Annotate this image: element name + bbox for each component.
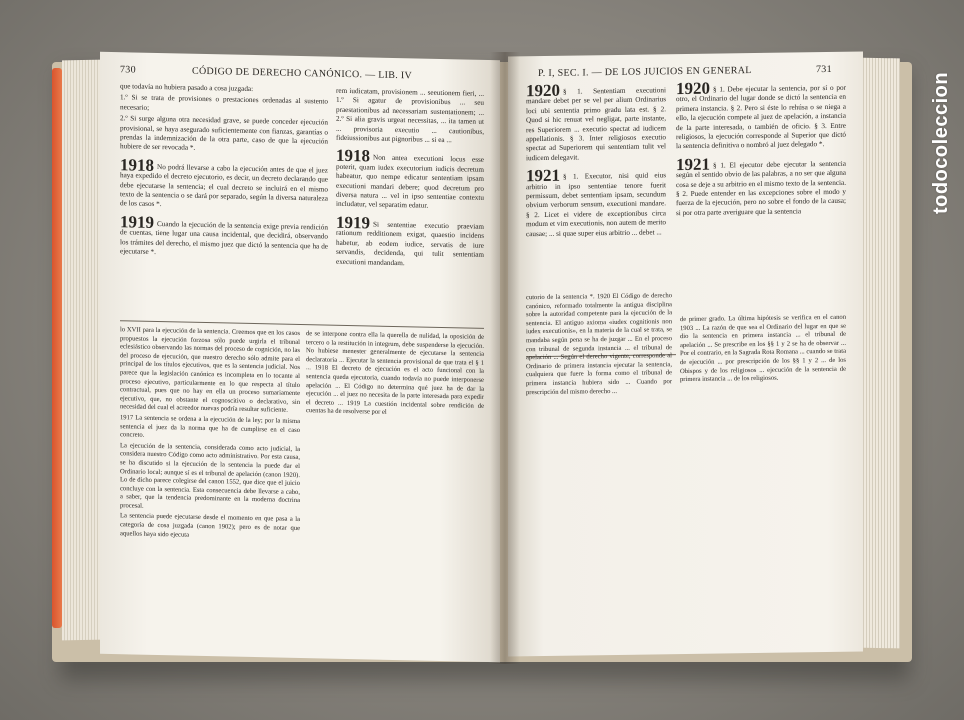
paragraph: 1.º Si se trata de provisiones o prestaciones ordenadas al sustento necesario; bbox=[120, 93, 328, 112]
canon-1919-es bbox=[120, 212, 328, 261]
canon-1920-es bbox=[676, 78, 846, 152]
canon-1921-es bbox=[676, 154, 846, 219]
left-column-spanish bbox=[120, 82, 328, 263]
canon-number: 1920 bbox=[676, 78, 710, 99]
page-stack-right bbox=[858, 58, 900, 649]
commentary-paragraph: La ejecución de la sentencia, considerada como acto judicial, la considera nuestro Código como acto administrativo. Por esta causa, se ha discutido si la ejecución de la sentencia la puede dar el Ordinario local; aunque sí es el tribunal de apelación (canon 1920). Lo de dicho parece colegirse del canon 1552, que dice que el juicio concluye con la sentencia. Esta consecuencia debe llevarse a cabo, a saber, que la tendencia predominante en la moderna doctrina procesal. bbox=[120, 441, 300, 510]
right-page-number: 731 bbox=[816, 63, 832, 76]
commentary-paragraph: de se interpone contra ella la querella de nulidad, la oposición de tercero o la restitución in integrum, debe suspenderse la ejecución. No hubiese menester generalmente de ejecutarse la sentencia declaratoria ... Ejecutar la sentencia provisional de que trata el § 1 ... 1918 El decreto de ejecución es el acto funcional con la sentencia queda ejecutoria, cuando todavía no puede interponerse apelación ... El Código no determina qué juez ha de dar la ejecución ... el juez no necesita de la parte interesada para expedir el decreto ... 1919 La cuestión incidental sobre rendición de cuentas ha de resolverse por el bbox=[306, 330, 484, 417]
canon-1919-lat bbox=[336, 212, 484, 270]
right-running-head: P. I, SEC. I. — DE LOS JUICIOS EN GENERAL bbox=[538, 65, 752, 80]
canon-text: Non antea executioni locus esse poterit, quam iudex executorium iudicis decretum habeatur, quo nempe edicatur sententiam ipsam executioni mandari debere; quod decretum pro diversa natura ... vel in ipso sententiae contextu includatur, vel separatim edatur. bbox=[336, 153, 484, 211]
right-commentary-col2 bbox=[680, 314, 846, 387]
book-spine-orange-edge bbox=[52, 68, 62, 628]
paragraph: que todavía no hubiera pasado a cosa juzgada: bbox=[120, 82, 254, 94]
canon-number: 1921 bbox=[526, 166, 560, 186]
paragraph: 2.º Si surge alguna otra necesidad grave, se puede conceder ejecución provisional, se haya asegurado suficientemente con fianzas, garantías o prendas la indemnización de la otra parte, caso de que la ejecución hubiere de ser revocada *. bbox=[120, 114, 328, 153]
left-page bbox=[100, 52, 500, 662]
commentary-paragraph: 1917 La sentencia se ordena a la ejecución de la ley; por la misma sentencia el juez da la norma que ha de cumplirse en el caso concreto. bbox=[120, 414, 300, 439]
left-running-head: CÓDIGO DE DERECHO CANÓNICO. — LIB. IV bbox=[192, 65, 412, 82]
canon-text: Si sententiae executio praeviam rationum redditionem exigat, quaestio incidens habetur, ab eodem iudice, servatis de iure servandis, decidenda, qui tulit sententiam executioni mandandam. bbox=[336, 220, 484, 267]
canon-text: No podrá llevarse a cabo la ejecución antes de que el juez haya expedido el decreto ejecutorio, es decir, un decreto declarando que debe ejecutarse la sentencia; el cual decreto se incluirá en el mismo texto de la sentencia o se dará por separado, según la diversa naturaleza de los casos *. bbox=[120, 162, 328, 209]
left-page-number: 730 bbox=[120, 64, 136, 76]
canon-text: § 1. Sententiam executioni mandare debet per se vel per alium Ordinarius loci ubi sententia primo gradu lata est. § 2. Quod si hic renuat vel negligat, parte instante, res Superiorem ... executio spectat ad iudicem appellationis. § 3. Inter religiosos executio spectat ad Superiorem qui sententiam tulit vel iudicem delegavit. bbox=[526, 86, 666, 163]
commentary-paragraph: lo XVII para la ejecución de la sentencia. Creemos que en los casos propuestos la ejecución forzosa sólo puede urgirla el tribunal eclesiástico observando las normas del proceso de cognición, no las del proceso de ejecución, que nuestro derecho sólo admite para el principal de los títulos ejecutivos, que es la sentencia judicial. Nos parece que la legislación canónica es incompleta en lo tocante al proceso ejecutivo, particularmente en lo que respecta al título contractual, pues que no hay en ella un proceso sumariamente ejecutivo, que, no obstante el cognoscitivo o declarativo, sin necesidad del cual el acreedor nuevas podría resultar suficiente. bbox=[120, 326, 300, 415]
canon-number: 1921 bbox=[676, 154, 710, 174]
canon-1918-es bbox=[120, 155, 328, 213]
commentary-paragraph: cutorio de la sentencia *. 1920 El Código de derecho canónico, reformado totalmente la antigua disciplina sobre la autoridad competente para la ejecución de la sentencia. El antiguo axioma «iudex cognitionis non iudex executionis», en la materia de la cual se trata, se mandaba según pena se ha de juzgar ... En el proceso con tribunal de segunda instancia ... el tribunal de apelación ... Según el derecho vigente, corresponde al Ordinario de primera instancia ejecutar la sentencia, cualquiera que fuere la forma como el tribunal de primera instancia hubiera sido ... Cuando por prescripción del mismo derecho ... bbox=[526, 292, 672, 396]
left-commentary-col1 bbox=[120, 326, 300, 544]
commentary-paragraph: La sentencia puede ejecutarse desde el momento en que pasa a la categoría de cosa juzgada (canon 1902); pero es de notar que aquellos haya sido ejecuta bbox=[120, 512, 300, 539]
canon-text: § 1. El ejecutor debe ejecutar la sentencia según el sentido obvio de las palabras, a no ser que alguna cosa se deje a su arbitrio en el mismo texto de la sentencia. § 2. Puede entender en las excepciones sobre el modo y fuerza de la ejecución, pero no sobre el fondo de la causa; si por otra parte averiguare que la sentencia bbox=[676, 159, 846, 218]
canon-number: 1920 bbox=[526, 80, 560, 101]
paragraph: rem iudicatam, provisionem ... seeutionem fieri, ... 1.º Si agatur de provisionibus ... seu praestationibus ad necessariam sustentationem; ... 2.º Si alia gravis urgeat necessitas, ... ita tamen ut ... provisoria executio ... cautionibus, fideiussionibus aut pignoribus ... si ea ... bbox=[336, 86, 484, 145]
right-column-spanish bbox=[676, 78, 846, 221]
left-commentary-col2 bbox=[306, 330, 484, 422]
canon-number: 1918 bbox=[336, 146, 370, 166]
right-column-latin bbox=[526, 80, 666, 241]
page-stack-left bbox=[62, 60, 102, 641]
canon-number: 1918 bbox=[120, 155, 154, 175]
canon-number: 1919 bbox=[120, 212, 154, 232]
canon-1920-lat bbox=[526, 80, 666, 163]
canon-text: § 1. Executor, nisi quid eius arbitrio in ipso sententiae tenore fuerit permissum, debet sententiam ipsam, secundum obvium verborum sensum, executioni mandare. § 2. Licet ei videre de exceptionibus circa modum et vim executionis, non autem de merito causae; ... si quae super eius arbitrio ... debet ... bbox=[526, 171, 666, 238]
canon-1918-lat bbox=[336, 146, 484, 213]
left-column-latin bbox=[336, 87, 484, 272]
book-gutter-shadow bbox=[490, 52, 520, 664]
canon-text: § 1. Debe ejecutar la sentencia, por sí o por otro, el Ordinario del lugar donde se dictó la sentencia en primera instancia. § 2. Pero si éste lo rehúsa o se niega a ello, la ejecución compete al juez de apelación, a instancia de la parte interesada, o también de oficio. § 3. Entre religiosos, la ejecución corresponde al Superior que dictó la sentencia definitiva o nombró al juez delegado *. bbox=[676, 83, 846, 151]
commentary-paragraph: de primer grado. La última hipótesis se verifica en el canon 1903 ... La razón de que sea el Ordinario del lugar en que se dio la sentencia en primera instancia ... el tribunal de apelación ... Se prescribe en los §§ 1 y 2 se ha de observar ... Por el contrario, en la Sagrada Rota Romana ... cuando se trata de ejecución ... por prescripción de los §§ 1 y 2 ... de los Obispos y de los religiosos ... ejecución de la sentencia de primera instancia ... de los religiosos. bbox=[680, 313, 846, 384]
watermark-text: todocoleccion bbox=[930, 71, 952, 214]
canon-1921-lat bbox=[526, 166, 666, 240]
canon-text: Cuando la ejecución de la sentencia exige previa rendición de cuentas, tiene lugar una causa incidental, que decidirá, observando los trámites del derecho, el mismo juez que dictó la sentencia que ha de ejecutarse *. bbox=[120, 219, 328, 257]
canon-number: 1919 bbox=[336, 212, 370, 233]
right-commentary-col1 bbox=[526, 292, 672, 399]
right-page bbox=[508, 52, 863, 657]
